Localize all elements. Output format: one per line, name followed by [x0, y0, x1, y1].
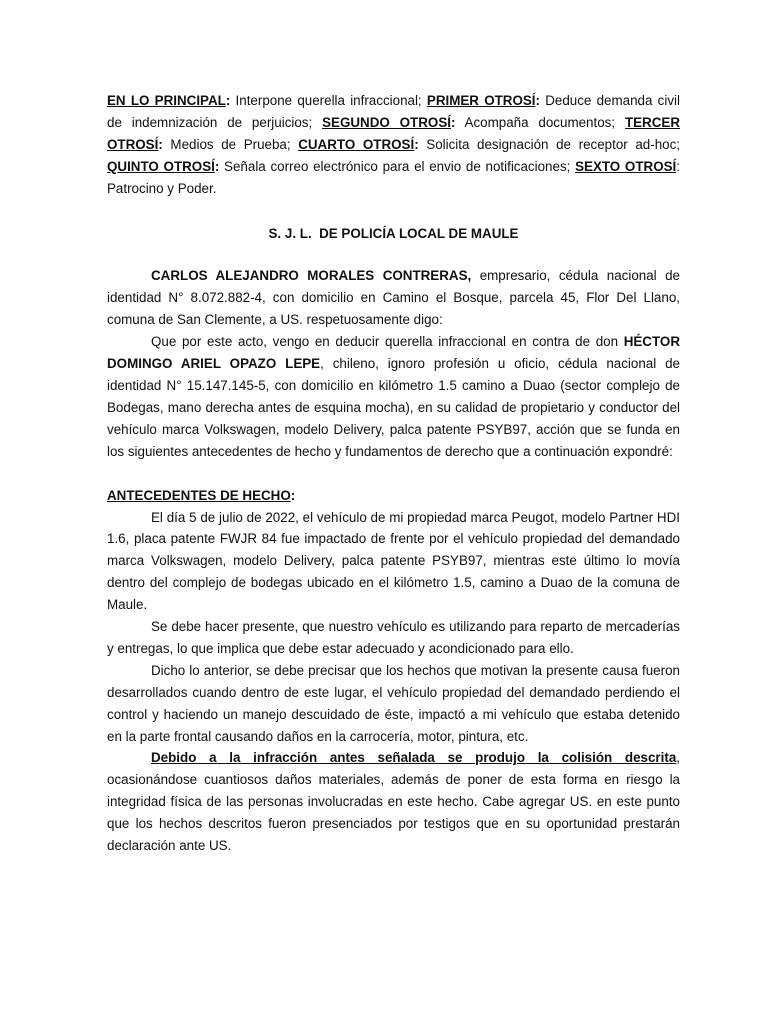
sexto-otrosi-label: SEXTO OTROSÍ	[575, 158, 677, 174]
facts-paragraph-4-text: , ocasionándose cuantiosos daños materiales, además de poner de esta forma en riesgo la integridad física de las personas involucradas en este hecho. Cabe agregar US. en este punto que los hechos descritos fueron presenciados por testigos que en su oportunidad prestarán declaración ante US.	[107, 750, 680, 854]
claim-lead: Que por este acto, vengo en deducir querella infraccional en contra de don	[151, 334, 624, 350]
claim-details: , chileno, ignoro profesión u oficio, cédula nacional de identidad N° 15.147.145-5, con domicilio en kilómetro 1.5 camino a Duao (sector complejo de Bodegas, mano derecha antes de esquina mocha), en su calidad de propietario y conductor del vehículo marca Volkswagen, modelo Delivery, palca patente PSYB97, acción que se funda en los siguientes antecedentes de hecho y fundamentos de derecho que a continuación expondré:	[107, 356, 680, 459]
tercer-otrosi-label: TERCER OTROSÍ	[107, 114, 680, 152]
legal-document	[107, 90, 680, 857]
facts-title-colon: :	[290, 487, 296, 503]
court-title: S. J. L. DE POLICÍA LOCAL DE MAULE	[268, 225, 519, 241]
segundo-otrosi-text: Acompaña documentos;	[455, 114, 625, 130]
section-spacer	[107, 463, 680, 485]
plaintiff-details: empresario, cédula nacional de identidad N° 8.072.882-4, con domicilio en Camino el Bosque, parcela 45, Flor Del Llano, comuna de San Clemente, a US. respetuosamente digo:	[107, 268, 680, 328]
plaintiff-paragraph	[107, 265, 680, 331]
cuarto-otrosi-text: Solicita designación de receptor ad-hoc;	[418, 136, 681, 152]
facts-paragraph-2: Se debe hacer presente, que nuestro vehículo es utilizando para reparto de mercaderías y entregas, lo que implica que debe estar adecuado y acondicionado para ello.	[107, 619, 680, 656]
defendant-name: HÉCTOR DOMINGO ARIEL OPAZO LEPE	[107, 334, 680, 372]
tercer-otrosi-text: Medios de Prueba;	[162, 136, 299, 152]
principal-colon: :	[225, 93, 231, 108]
facts-paragraph-1: El día 5 de julio de 2022, el vehículo de mi propiedad marca Peugot, modelo Partner HDI 1.6, placa patente FWJR 84 fue impactado de frente por el vehículo propiedad del demandado marca Volkswagen, modelo Delivery, palca patente PSYB97, mientras este último lo movía dentro del complejo de bodegas ubicado en el kilómetro 1.5, camino a Duao de la comuna de Maule.	[107, 509, 680, 613]
sexto-otrosi-text: : Patrocino y Poder.	[107, 158, 680, 196]
quinto-otrosi-colon: :	[214, 158, 220, 174]
primer-otrosi-text: Deduce demanda civil de indemnización de perjuicios;	[107, 93, 680, 130]
facts-title: ANTECEDENTES DE HECHO	[107, 487, 291, 503]
primer-otrosi-label: PRIMER OTROSÍ	[426, 93, 536, 108]
cuarto-otrosi-label: CUARTO OTROSÍ	[298, 136, 415, 152]
quinto-otrosi-label: QUINTO OTROSÍ	[107, 158, 215, 174]
facts-paragraph-3: Dicho lo anterior, se debe precisar que los hechos que motivan la presente causa fueron desarrollados cuando dentro de este lugar, el vehículo propiedad del demandado perdiendo el control y haciendo un manejo descuidado de éste, impactó a mi vehículo que estaba detenido en la parte frontal causando daños en la carrocería, motor, pintura, etc.	[107, 662, 680, 744]
segundo-otrosi-colon: :	[450, 114, 456, 130]
primer-otrosi-colon: :	[535, 93, 540, 108]
principal-text: Interpone querella infraccional;	[230, 93, 427, 108]
infraction-statement: Debido a la infracción antes señalada se produjo la colisión descrita	[151, 750, 677, 766]
tercer-otrosi-colon: :	[158, 136, 163, 152]
cuarto-otrosi-colon: :	[414, 136, 419, 152]
claim-paragraph	[107, 331, 680, 462]
quinto-otrosi-text: Señala correo electrónico para el envio de notificaciones;	[219, 158, 576, 174]
segundo-otrosi-label: SEGUNDO OTROSÍ	[322, 114, 451, 130]
principal-label: EN LO PRINCIPAL	[107, 93, 226, 108]
facts-heading	[107, 485, 680, 507]
summary-paragraph	[107, 90, 680, 200]
facts-paragraph-4	[107, 747, 680, 857]
plaintiff-name: CARLOS ALEJANDRO MORALES CONTRERAS,	[151, 268, 472, 284]
